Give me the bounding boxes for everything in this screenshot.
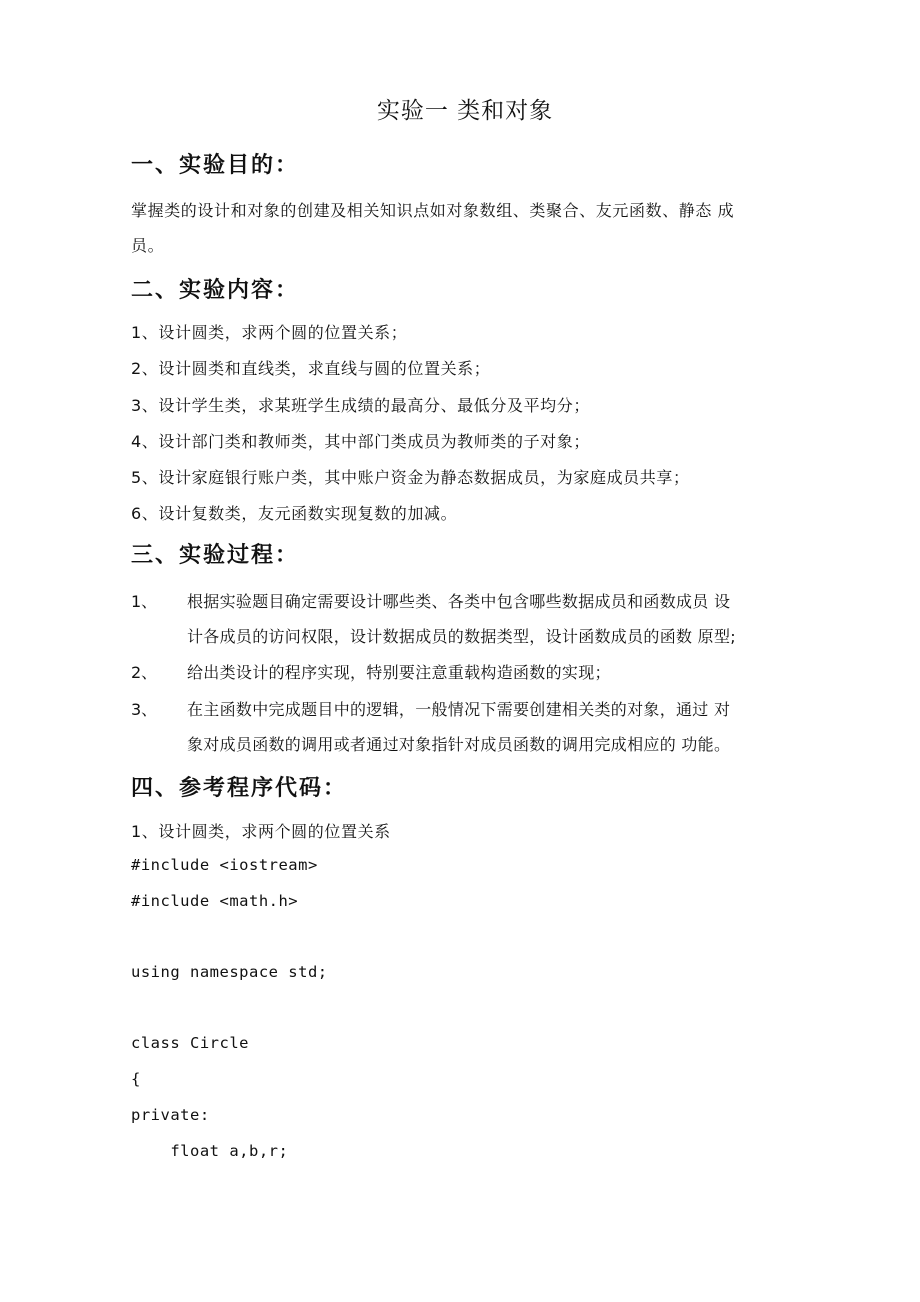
content-item-1: 1、设计圆类，求两个圆的位置关系；	[131, 323, 408, 342]
process-step-3-number: 3、	[131, 700, 158, 719]
code-line-1: #include <iostream>	[131, 856, 318, 874]
process-step-1-line-2: 计各成员的访问权限，设计数据成员的数据类型，设计函数成员的函数 原型;	[187, 627, 736, 646]
process-step-3-line-2: 象对成员函数的调用或者通过对象指针对成员函数的调用完成相应的 功能。	[187, 735, 731, 754]
code-line-2: #include <math.h>	[131, 892, 299, 910]
process-step-2-line-1: 给出类设计的程序实现，特别要注意重载构造函数的实现；	[187, 663, 611, 682]
purpose-text-line-1: 掌握类的设计和对象的创建及相关知识点如对象数组、类聚合、友元函数、静态 成	[131, 201, 735, 220]
document-title: 实验一 类和对象	[376, 98, 554, 124]
content-item-2: 2、设计圆类和直线类，求直线与圆的位置关系；	[131, 359, 491, 378]
process-step-1-number: 1、	[131, 592, 158, 611]
section-heading-process: 三、实验过程：	[131, 543, 300, 568]
process-step-3-line-1: 在主函数中完成题目中的逻辑，一般情况下需要创建相关类的对象，通过 对	[187, 700, 731, 719]
process-step-2-number: 2、	[131, 663, 158, 682]
code-line-4: using namespace std;	[131, 963, 328, 981]
content-item-6: 6、设计复数类，友元函数实现复数的加减。	[131, 504, 458, 523]
purpose-text-line-2: 员。	[131, 236, 165, 255]
code-line-7: {	[131, 1070, 141, 1088]
content-item-3: 3、设计学生类，求某班学生成绩的最高分、最低分及平均分；	[131, 396, 590, 415]
code-line-8: private:	[131, 1106, 210, 1124]
section-heading-reference-code: 四、参考程序代码：	[131, 776, 348, 801]
section-heading-purpose: 一、实验目的：	[131, 153, 300, 178]
section-heading-content: 二、实验内容：	[131, 278, 300, 303]
content-item-4: 4、设计部门类和教师类，其中部门类成员为教师类的子对象；	[131, 432, 590, 451]
content-item-5: 5、设计家庭银行账户类，其中账户资金为静态数据成员，为家庭成员共享；	[131, 468, 690, 487]
code-subheading: 1、设计圆类，求两个圆的位置关系	[131, 822, 391, 841]
code-line-9: float a,b,r;	[131, 1142, 289, 1160]
process-step-1-line-1: 根据实验题目确定需要设计哪些类、各类中包含哪些数据成员和函数成员 设	[187, 592, 731, 611]
code-line-6: class Circle	[131, 1034, 249, 1052]
